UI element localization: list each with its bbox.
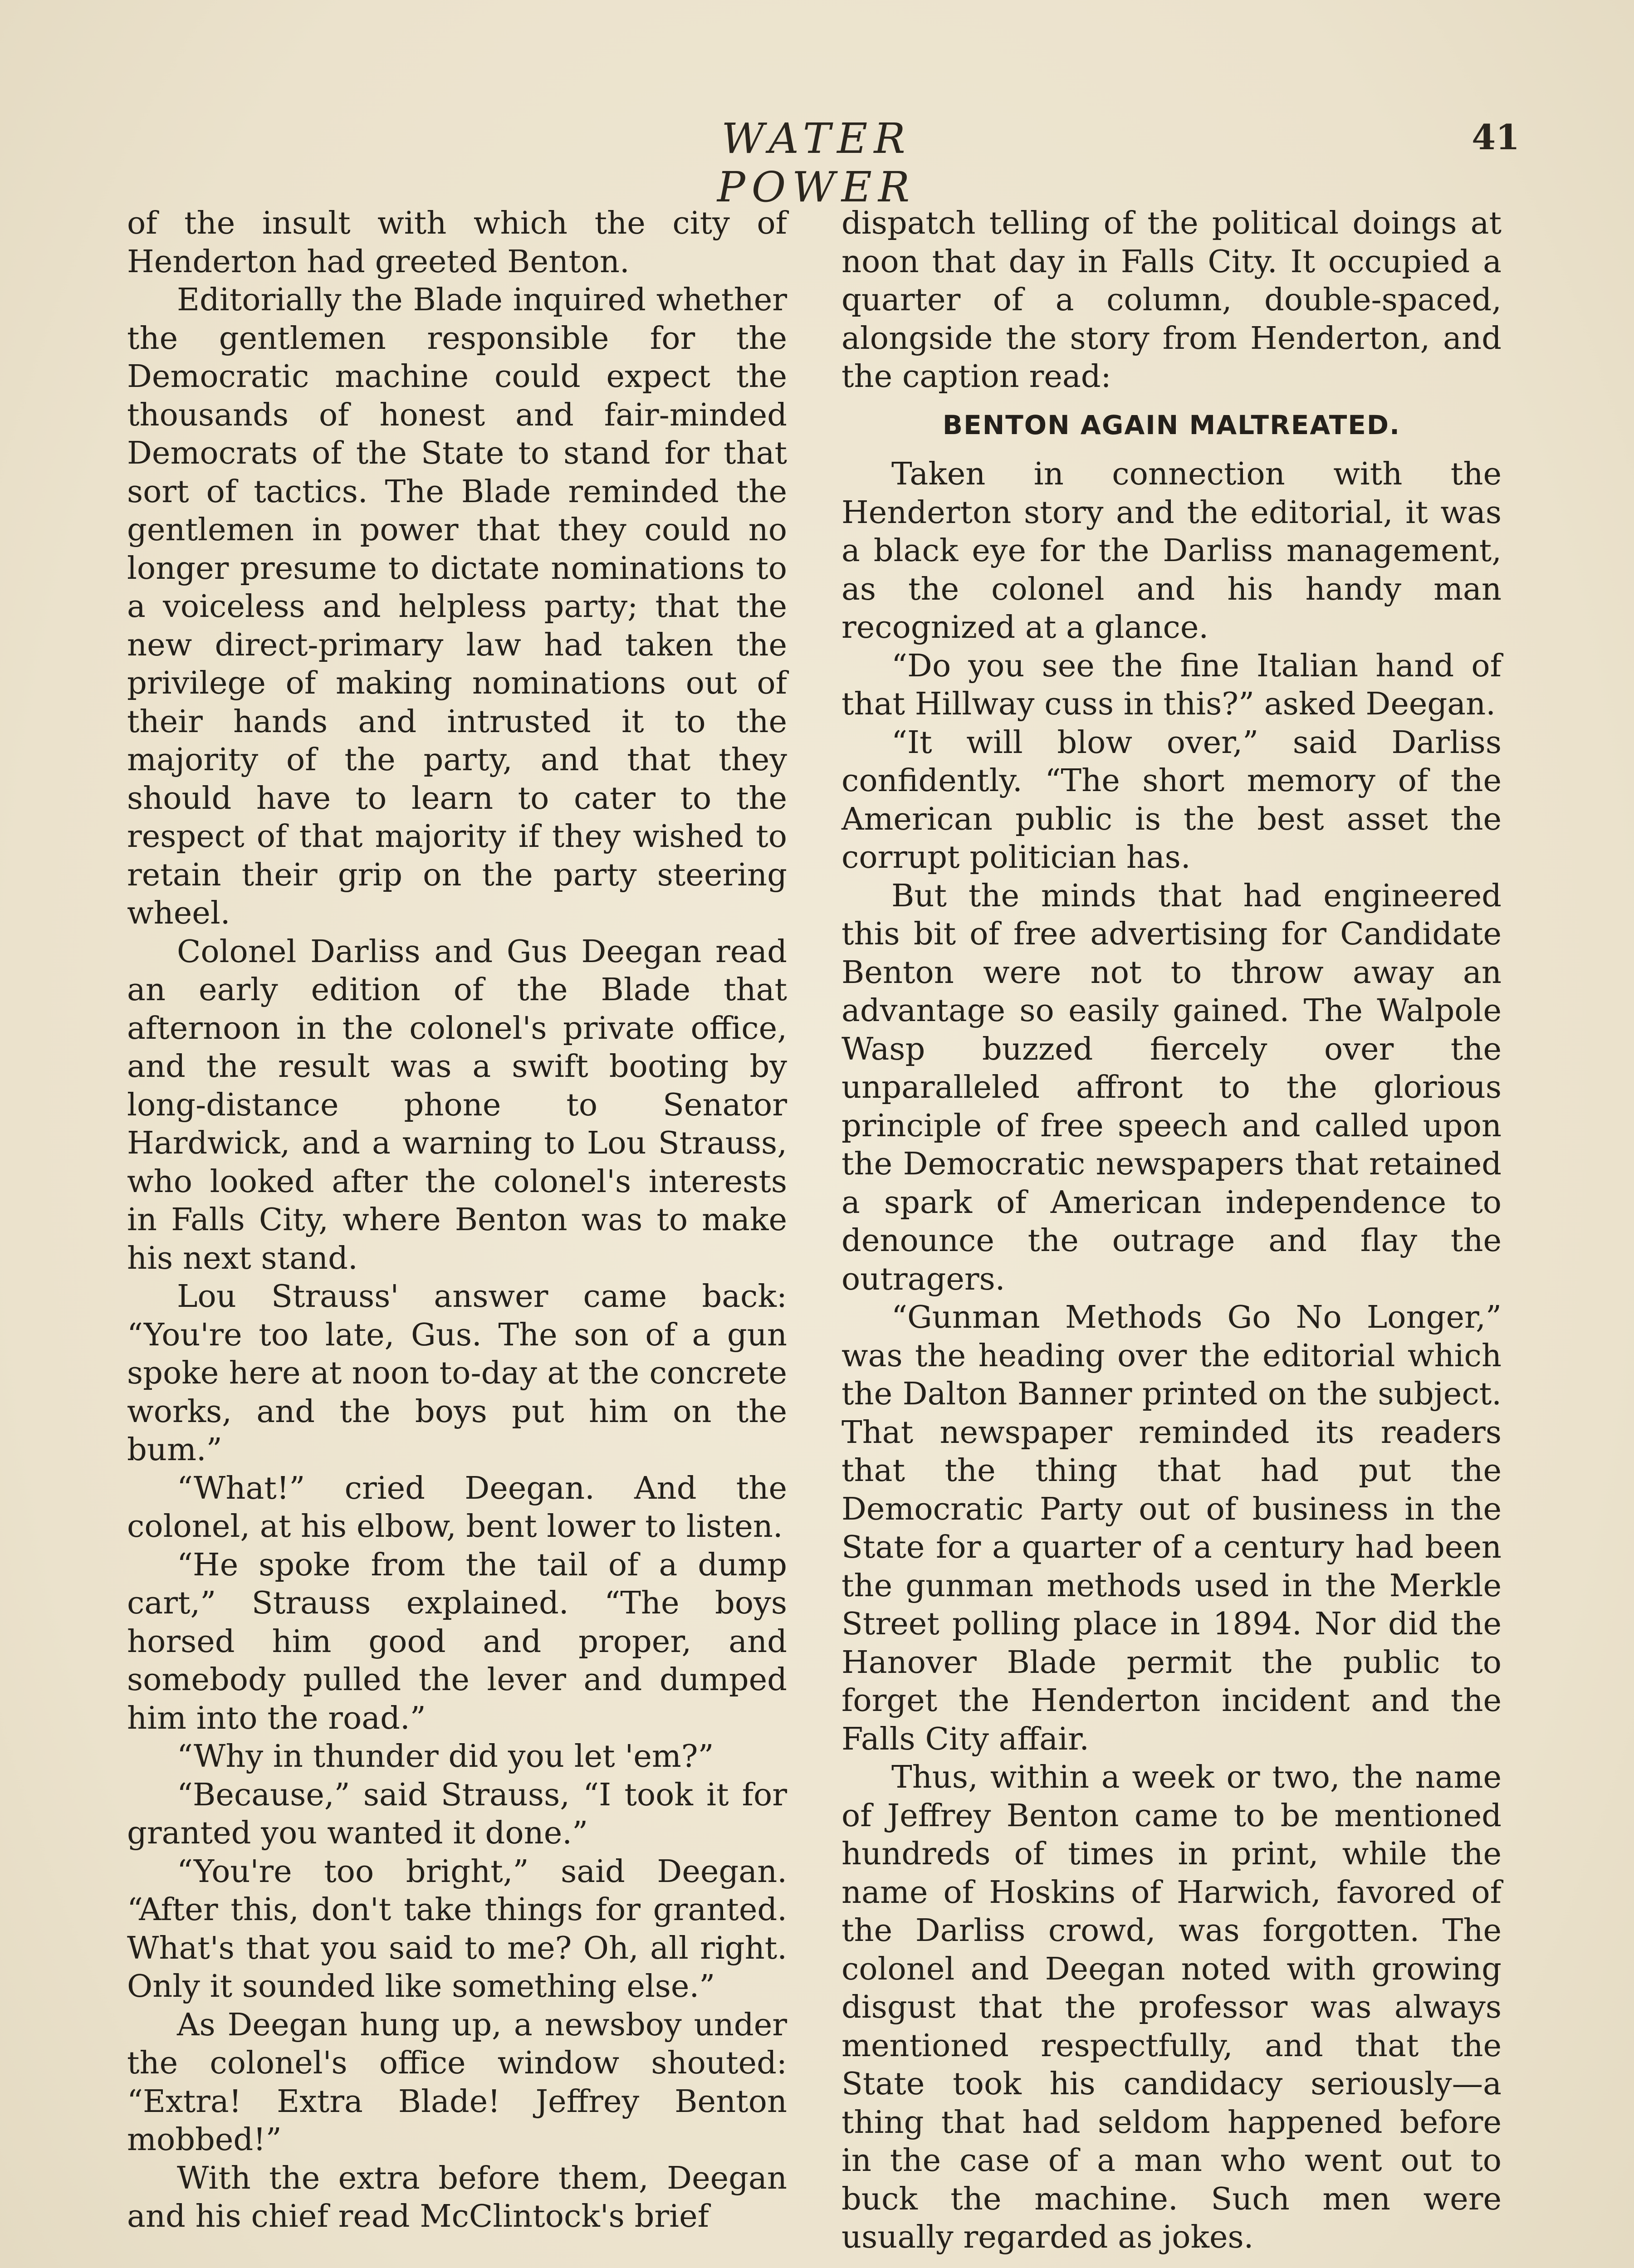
paragraph: “Why in thunder did you let 'em?” <box>177 1738 714 1774</box>
paragraph: of the insult with which the city of Henderton had greeted Benton. <box>127 205 787 280</box>
paragraph: Colonel Darliss and Gus Deegan read an early edition of the Blade that afternoon in the colonel's private office, and the result was a swift booting by long-distance phone to Senator Hardwick, and a warning to Lou Strauss, who looked after the colonel's interests in Falls City, where Benton was to make his next stand. <box>127 933 787 1276</box>
paragraph: “Gunman Methods Go No Longer,” was the heading over the editorial which the Dalton Banner printed on the subject. That newspaper reminded its readers that the thing that had put the Democratic Party out of business in the State for a quarter of a century had been the gunman methods used in the Merkle Street polling place in 1894. Nor did the Hanover Blade permit the public to forget the Henderton incident and the Falls City affair. <box>841 1299 1502 1757</box>
paragraph: Thus, within a week or two, the name of Jeffrey Benton came to be mentioned hundreds of times in print, while the name of Hoskins of Harwich, favored of the Darliss crowd, was forgotten. The colonel and Deegan noted with growing disgust that the professor was always mentioned respectfully, and that the State took his candidacy seriously—a thing that had seldom happened before in the case of a man who went out to buck the machine. Such men were usually regarded as jokes. <box>841 1759 1502 2255</box>
paragraph: dispatch telling of the political doings at noon that day in Falls City. It occupied a quarter of a column, double-spaced, alongside the story from Henderton, and the caption read: <box>841 205 1502 395</box>
section-heading: BENTON AGAIN MALTREATED. <box>942 409 1401 440</box>
paragraph: “It will blow over,” said Darliss confidently. “The short memory of the American public is the best asset the corrupt politician has. <box>841 724 1502 875</box>
left-column <box>127 204 787 2236</box>
paragraph: With the extra before them, Deegan and his chief read McClintock's brief <box>127 2160 787 2234</box>
paragraph: Taken in connection with the Henderton story and the editorial, it was a black eye for the Darliss management, as the colonel and his handy man recognized at a glance. <box>841 456 1502 645</box>
paragraph: “He spoke from the tail of a dump cart,” Strauss explained. “The boys horsed him good and proper, and somebody pulled the lever and dumped him into the road.” <box>127 1546 787 1736</box>
page-number: 41 <box>1472 117 1520 157</box>
paragraph: “Because,” said Strauss, “I took it for granted you wanted it done.” <box>127 1776 787 1851</box>
right-column <box>841 204 1502 2257</box>
paragraph: “Do you see the fine Italian hand of that Hillway cuss in this?” asked Deegan. <box>841 647 1502 722</box>
paragraph: Lou Strauss' answer came back: “You're too late, Gus. The son of a gun spoke here at noon to-day at the concrete works, and the boys put him on the bum.” <box>127 1278 787 1468</box>
paragraph: But the minds that had engineered this bit of free advertising for Candidate Benton were not to throw away an advantage so easily gained. The Walpole Wasp buzzed fiercely over the unparalleled affront to the glorious principle of free speech and called upon the Democratic newspapers that retained a spark of American independence to denounce the outrage and flay the outragers. <box>841 877 1502 1297</box>
paragraph: “You're too bright,” said Deegan. “After this, don't take things for granted. What's that you said to me? Oh, all right. Only it sounded like something else.” <box>127 1853 787 2004</box>
paragraph: As Deegan hung up, a newsboy under the colonel's office window shouted: “Extra! Extra Blade! Jeffrey Benton mobbed!” <box>127 2006 787 2158</box>
paragraph: “What!” cried Deegan. And the colonel, at his elbow, bent lower to listen. <box>127 1470 787 1545</box>
running-title: WATER POWER <box>717 114 916 211</box>
paragraph: Editorially the Blade inquired whether the gentlemen responsible for the Democratic machine could expect the thousands of honest and fair-minded Democrats of the State to stand for that sort of tactics. The Blade reminded the gentlemen in power that they could no longer presume to dictate nominations to a voiceless and helpless party; that the new direct-primary law had taken the privilege of making nominations out of their hands and intrusted it to the majority of the party, and that they should have to learn to cater to the respect of that majority if they wished to retain their grip on the party steering wheel. <box>127 282 787 931</box>
